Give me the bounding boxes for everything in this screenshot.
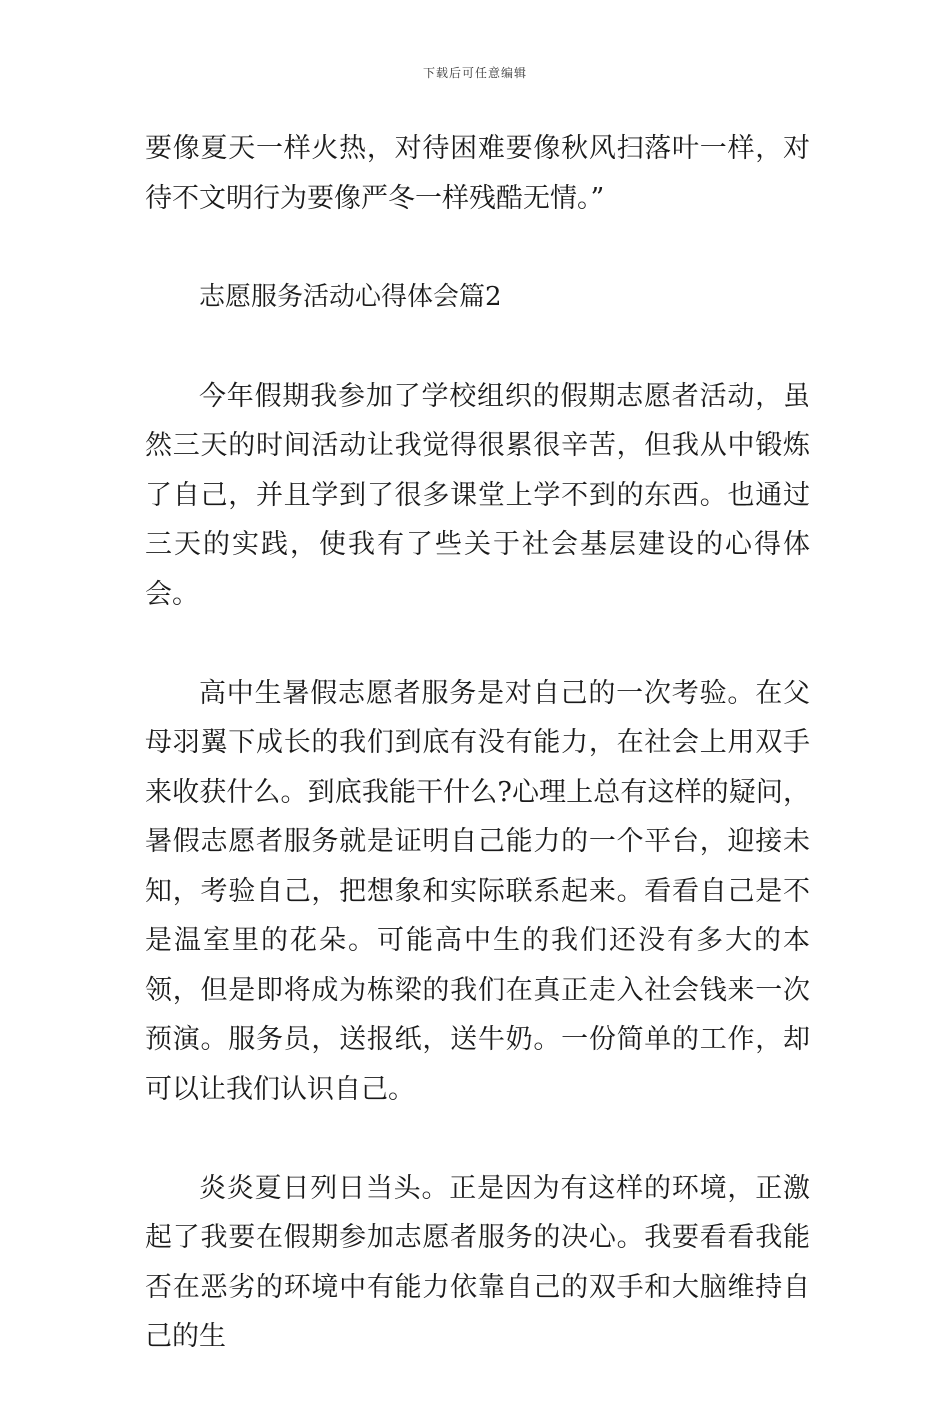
page-header-note: 下载后可任意编辑 <box>422 66 527 80</box>
paragraph: 高中生暑假志愿者服务是对自己的一次考验。在父母羽翼下成长的我们到底有没有能力，在社会上用双手来收获什么。到底我能干什么?心理上总有这样的疑问，暑假志愿者服务就是证明自己能力的一个平台，迎接未知，考验自己，把想象和实际联系起来。看看自己是不是温室里的花朵。可能高中生的我们还没有多大的本领，但是即将成为栋梁的我们在真正走入社会钱来一次预演。服务员，送报纸，送牛奶。一份简单的工作，却可以让我们认识自己。 <box>145 677 810 1105</box>
paragraph-continuation: 要像夏天一样火热，对待困难要像秋风扫落叶一样，对待不文明行为要像严冬一样残酷无情。” <box>145 133 810 214</box>
paragraph: 炎炎夏日列日当头。正是因为有这样的环境，正激起了我要在假期参加志愿者服务的决心。我要看看我能否在恶劣的环境中有能力依靠自己的双手和大脑维持自己的生 <box>145 1172 810 1352</box>
document-body <box>145 124 810 1411</box>
section-heading: 志愿服务活动心得体会篇2 <box>199 281 502 312</box>
paragraph: 今年假期我参加了学校组织的假期志愿者活动，虽然三天的时间活动让我觉得很累很辛苦，但我从中锻炼了自己，并且学到了很多课堂上学不到的东西。也通过三天的实践，使我有了些关于社会基层建设的心得体会。 <box>145 380 810 610</box>
